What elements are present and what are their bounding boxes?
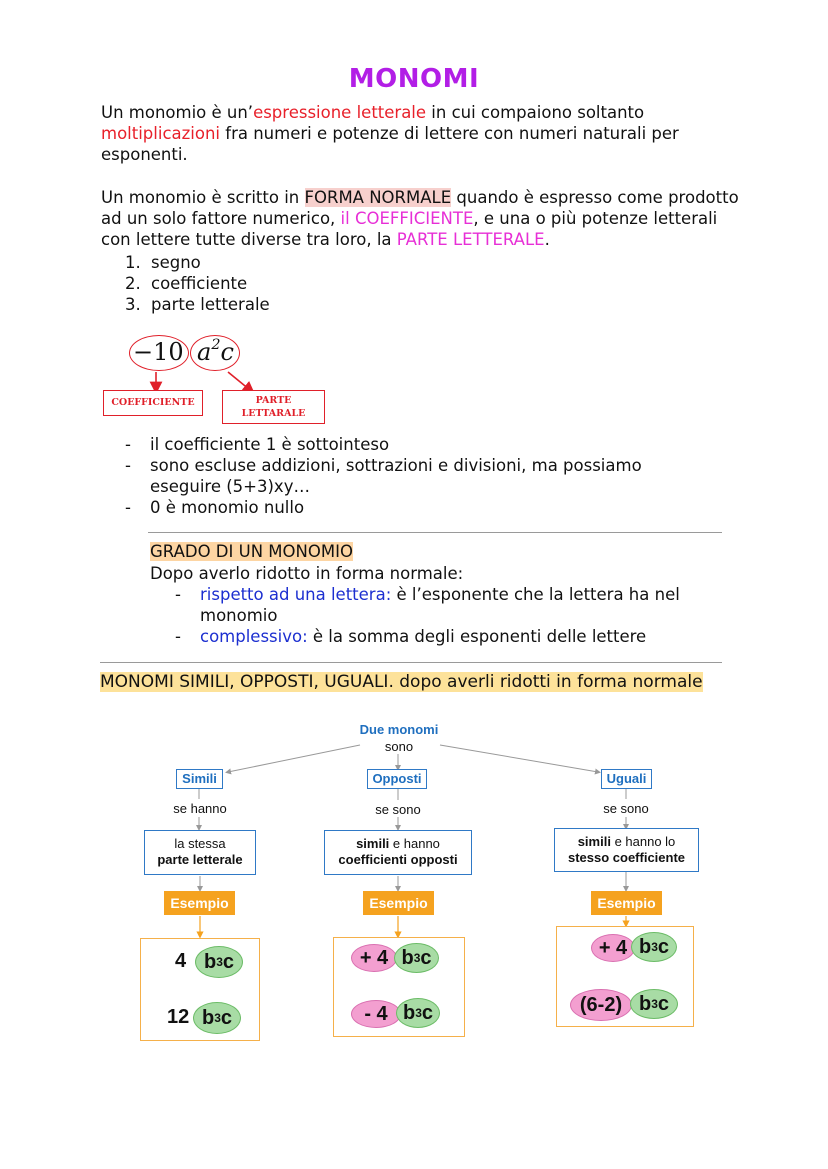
normal-form-text: . bbox=[544, 230, 550, 249]
mono-tail: c bbox=[421, 1001, 434, 1024]
parte-letterale-box bbox=[222, 390, 325, 424]
definition-bold: simili bbox=[356, 836, 390, 851]
mono-tail: c bbox=[657, 992, 670, 1015]
grado-heading-text: GRADO DI UN MONOMIO bbox=[150, 542, 353, 561]
diagram-root-verb: sono bbox=[384, 739, 414, 754]
list-item bbox=[175, 626, 705, 647]
list-text: è la somma degli esponenti delle lettere bbox=[307, 627, 647, 646]
list-text: parte letterale bbox=[151, 295, 270, 314]
definition-line: coefficienti opposti bbox=[338, 852, 458, 867]
bullet-list bbox=[125, 434, 705, 518]
normal-form-text: Un monomio è scritto in bbox=[101, 188, 305, 207]
intro-highlight-moltiplicazioni: moltiplicazioni bbox=[101, 124, 221, 143]
list-text: 0 è monomio nullo bbox=[150, 498, 305, 517]
list-item bbox=[125, 434, 705, 455]
example-literal-pill: b 3 c bbox=[394, 943, 439, 973]
diagram-root-title: Due monomi bbox=[359, 722, 439, 737]
simili-verb: se hanno bbox=[173, 801, 227, 816]
example-box-uguali bbox=[556, 926, 694, 1027]
list-text: coefficiente bbox=[151, 274, 248, 293]
dash: - bbox=[125, 498, 131, 517]
example-literal-pill: b 3 c bbox=[396, 998, 440, 1028]
mono-tail: c bbox=[657, 935, 670, 958]
normal-form-text: quando è espresso come prodotto ad un solo fattore numerico, bbox=[101, 188, 739, 228]
example-box-opposti bbox=[333, 937, 465, 1037]
uguali-definition bbox=[554, 828, 699, 872]
box-line: PARTE bbox=[255, 395, 292, 406]
mono-tail: c bbox=[220, 1006, 233, 1029]
example-literal-pill: b 3 c bbox=[630, 989, 678, 1019]
list-text: segno bbox=[151, 253, 201, 272]
literal-tail: c bbox=[220, 338, 234, 366]
list-text: sono escluse addizioni, sottrazioni e divisioni, ma possiamo eseguire (5+3)xy… bbox=[150, 456, 642, 496]
coefficient-value: −10 bbox=[133, 338, 184, 366]
mono-base: b bbox=[638, 992, 652, 1015]
grado-key: rispetto ad una lettera: bbox=[200, 585, 392, 604]
intro-text: Un monomio è un’ bbox=[101, 103, 254, 122]
definition-line: la stessa bbox=[174, 836, 226, 851]
forma-normale-highlight: FORMA NORMALE bbox=[304, 188, 452, 207]
grado-list bbox=[175, 584, 705, 647]
list-item bbox=[125, 252, 270, 273]
monomial-figure bbox=[100, 330, 330, 426]
intro-highlight-espressione: espressione letterale bbox=[253, 103, 427, 122]
list-text: il coefficiente 1 è sottointeso bbox=[150, 435, 390, 454]
mono-base: b bbox=[401, 946, 414, 969]
list-item bbox=[125, 497, 705, 518]
opposti-definition bbox=[324, 830, 472, 875]
list-number: 1. bbox=[125, 253, 141, 272]
dash: - bbox=[175, 627, 181, 646]
example-box-simili bbox=[140, 938, 260, 1041]
opposti-verb: se sono bbox=[375, 802, 421, 817]
list-item bbox=[125, 294, 270, 315]
example-literal-pill: b 3 c bbox=[631, 932, 677, 962]
mono-base: b bbox=[201, 1006, 215, 1029]
definition-line bbox=[555, 834, 698, 850]
definition-text: e hanno lo bbox=[610, 834, 676, 849]
dash: - bbox=[125, 456, 131, 475]
grado-heading bbox=[150, 541, 353, 562]
esempio-label-uguali: Esempio bbox=[591, 891, 662, 915]
example-coefficient-pill: - 4 bbox=[351, 1000, 401, 1028]
coefficiente-highlight: il COEFFICIENTE bbox=[340, 209, 474, 228]
example-coefficient-pill: + 4 bbox=[591, 934, 635, 962]
example-coefficient-pill: (6-2) bbox=[570, 989, 632, 1021]
simili-heading-text: MONOMI SIMILI, OPPOSTI, UGUALI. dopo averli ridotti in forma normale bbox=[100, 672, 703, 692]
normal-form-paragraph bbox=[101, 187, 741, 250]
example-literal-pill: b 3 c bbox=[193, 1002, 241, 1034]
mono-tail: c bbox=[420, 946, 432, 969]
definition-text: e hanno bbox=[389, 836, 440, 851]
parte-letterale-highlight: PARTE LETTERALE bbox=[396, 230, 545, 249]
definition-line bbox=[325, 836, 471, 852]
example-coefficient-pill: + 4 bbox=[351, 944, 397, 972]
list-text: è l’esponente che la lettera ha nel monomio bbox=[200, 585, 680, 625]
literal-part bbox=[197, 338, 234, 366]
uguali-label: Uguali bbox=[601, 769, 652, 789]
definition-bold: simili bbox=[577, 834, 611, 849]
literal-exponent: 2 bbox=[211, 337, 221, 354]
list-item bbox=[125, 455, 705, 497]
example-literal-pill: b 3 c bbox=[195, 946, 243, 978]
coefficiente-box: COEFFICIENTE bbox=[103, 390, 203, 416]
opposti-label: Opposti bbox=[367, 769, 427, 789]
simili-label: Simili bbox=[176, 769, 223, 789]
list-item bbox=[125, 273, 270, 294]
uguali-verb: se sono bbox=[603, 801, 649, 816]
dash: - bbox=[175, 585, 181, 604]
mono-tail: c bbox=[222, 950, 235, 973]
mono-base: b bbox=[203, 950, 217, 973]
list-item bbox=[175, 584, 705, 626]
ordered-list bbox=[125, 252, 270, 315]
example-coefficient: 12 bbox=[167, 1006, 190, 1028]
mono-base: b bbox=[638, 935, 652, 958]
esempio-label-simili: Esempio bbox=[164, 891, 235, 915]
normal-form-text: , e una o più potenze letterali con lettere tutte diverse tra loro, la bbox=[101, 209, 718, 249]
simili-heading bbox=[100, 671, 720, 693]
definition-line: stesso coefficiente bbox=[567, 850, 686, 865]
definition-line: parte letterale bbox=[157, 852, 243, 867]
intro-text: fra numeri e potenze di lettere con numeri naturali per esponenti. bbox=[101, 124, 679, 164]
list-number: 2. bbox=[125, 274, 141, 293]
list-number: 3. bbox=[125, 295, 141, 314]
divider bbox=[100, 662, 722, 663]
grado-key: complessivo: bbox=[200, 627, 308, 646]
intro-paragraph bbox=[101, 102, 741, 165]
literal-base: a bbox=[197, 338, 212, 366]
dash: - bbox=[125, 435, 131, 454]
grado-subtitle: Dopo averlo ridotto in forma normale: bbox=[150, 564, 464, 583]
mono-base: b bbox=[402, 1001, 416, 1024]
divider bbox=[148, 532, 722, 533]
intro-text: in cui compaiono soltanto bbox=[426, 103, 645, 122]
simili-definition bbox=[144, 830, 256, 875]
esempio-label-opposti: Esempio bbox=[363, 891, 434, 915]
page-title: MONOMI bbox=[348, 64, 480, 94]
example-coefficient: 4 bbox=[175, 950, 187, 972]
box-line: LETTARALE bbox=[241, 408, 306, 419]
